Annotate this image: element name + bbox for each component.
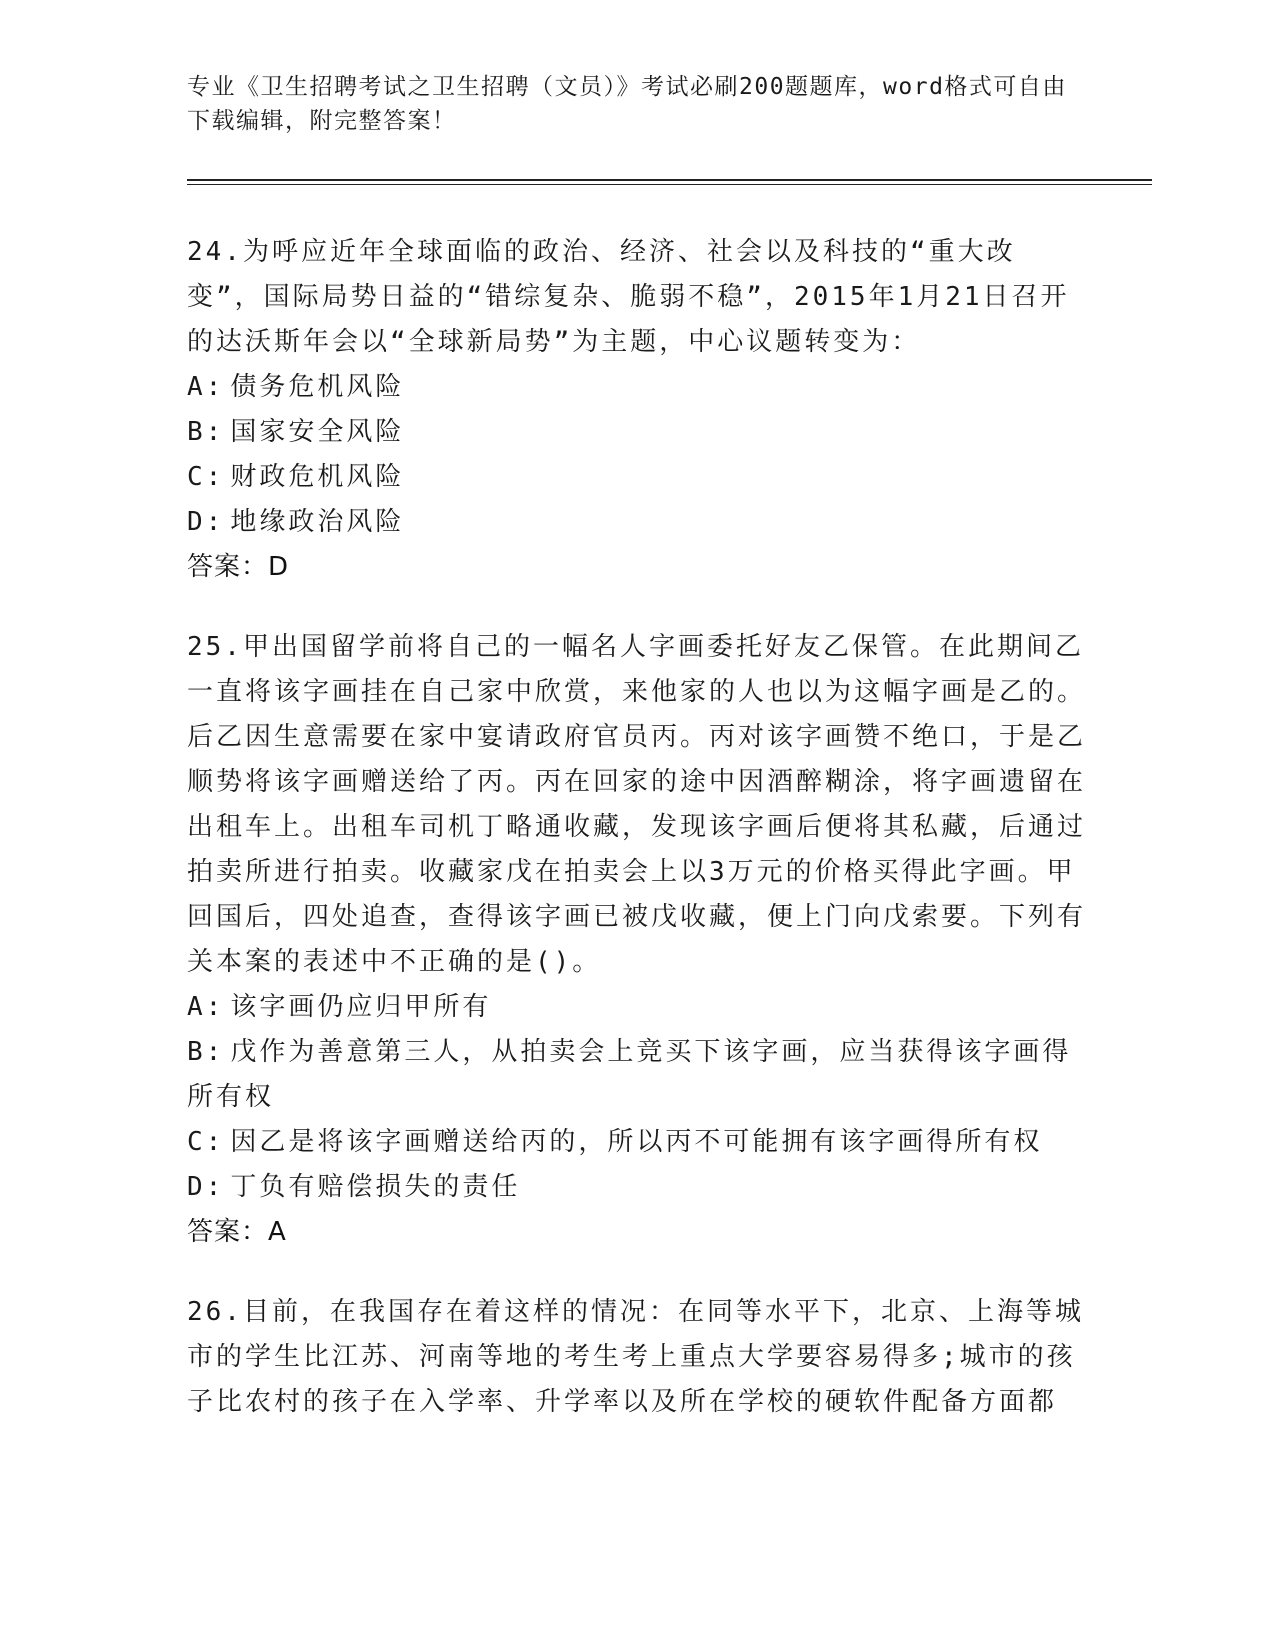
option-text: 丁负有赔偿损失的责任 — [230, 1172, 521, 1202]
question-25 — [187, 625, 1087, 1255]
option-c — [187, 455, 1087, 500]
option-key: C: — [187, 1127, 225, 1157]
question-list — [187, 230, 1087, 1460]
question-text: 甲出国留学前将自己的一幅名人字画委托好友乙保管。在此期间乙一直将该字画挂在自己家中欣赏，来他家的人也以为这幅字画是乙的。后乙因生意需要在家中宴请政府官员丙。丙对该字画赞不绝口，于是乙顺势将该字画赠送给了丙。丙在回家的途中因酒醉糊涂，将字画遗留在出租车上。出租车司机丁略通收藏，发现该字画后便将其私藏，后通过拍卖所进行拍卖。收藏家戊在拍卖会上以3万元的价格买得此字画。甲回国后，四处追查，查得该字画已被戊收藏，便上门向戊索要。下列有关本案的表述中不正确的是()。 — [187, 632, 1087, 977]
option-key: A: — [187, 992, 225, 1022]
question-stem — [187, 230, 1087, 365]
answer-value: D — [268, 552, 290, 582]
option-text: 该字画仍应归甲所有 — [230, 992, 492, 1022]
option-key: D: — [187, 1172, 225, 1202]
option-list — [187, 365, 1087, 545]
document-header: 专业《卫生招聘考试之卫生招聘（文员）》考试必刷200题题库，word格式可自由下载编辑，附完整答案！ — [187, 74, 1067, 134]
option-b — [187, 410, 1087, 455]
option-text: 国家安全风险 — [230, 417, 405, 447]
answer-label: 答案： — [187, 552, 269, 582]
option-a — [187, 985, 1087, 1030]
header-rule-thin — [187, 184, 1152, 185]
option-key: B: — [187, 1037, 225, 1067]
header-rule-thick — [187, 179, 1152, 181]
question-stem — [187, 1290, 1087, 1425]
option-text: 因乙是将该字画赠送给丙的，所以丙不可能拥有该字画得所有权 — [230, 1127, 1043, 1157]
question-24 — [187, 230, 1087, 590]
option-key: C: — [187, 462, 225, 492]
option-text: 戊作为善意第三人，从拍卖会上竞买下该字画，应当获得该字画得所有权 — [187, 1037, 1072, 1112]
answer-value: A — [268, 1217, 287, 1247]
option-a — [187, 365, 1087, 410]
option-b — [187, 1030, 1087, 1120]
option-key: D: — [187, 507, 225, 537]
question-text: 为呼应近年全球面临的政治、经济、社会以及科技的“重大改变”，国际局势日益的“错综复杂、脆弱不稳”，2015年1月21日召开的达沃斯年会以“全球新局势”为主题，中心议题转变为： — [187, 237, 1070, 357]
question-number: 25. — [187, 632, 243, 662]
answer-line — [187, 545, 1087, 590]
question-stem — [187, 625, 1087, 985]
option-key: A: — [187, 372, 225, 402]
option-c — [187, 1120, 1087, 1165]
question-number: 26. — [187, 1297, 243, 1327]
option-text: 地缘政治风险 — [230, 507, 405, 537]
question-number: 24. — [187, 237, 243, 267]
option-text: 债务危机风险 — [230, 372, 405, 402]
option-d — [187, 500, 1087, 545]
option-key: B: — [187, 417, 225, 447]
question-26 — [187, 1290, 1087, 1425]
option-text: 财政危机风险 — [230, 462, 405, 492]
option-d — [187, 1165, 1087, 1210]
answer-label: 答案： — [187, 1217, 269, 1247]
question-text: 目前，在我国存在着这样的情况：在同等水平下，北京、上海等城市的学生比江苏、河南等地的考生考上重点大学要容易得多;城市的孩子比农村的孩子在入学率、升学率以及所在学校的硬软件配备方面都 — [187, 1297, 1084, 1417]
option-list — [187, 985, 1087, 1210]
answer-line — [187, 1210, 1087, 1255]
